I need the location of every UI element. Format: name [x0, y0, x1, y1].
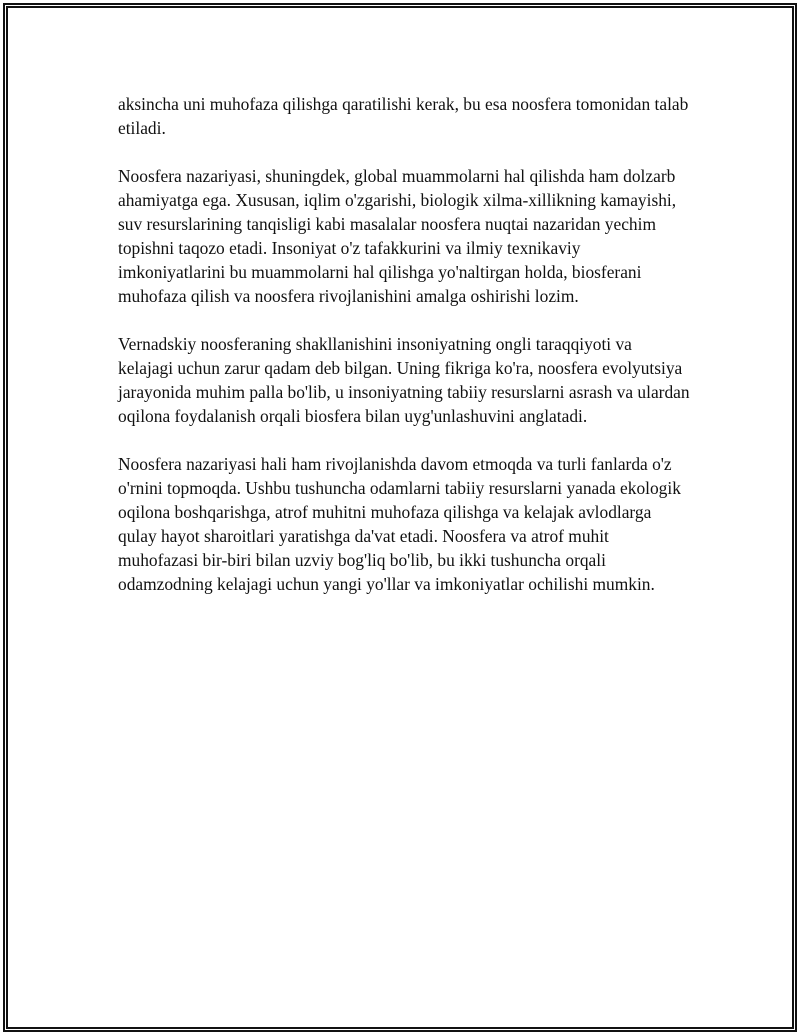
document-body	[118, 92, 690, 620]
paragraph-4: Noosfera nazariyasi hali ham rivojlanishda davom etmoqda va turli fanlarda o'z o'rnini topmoqda. Ushbu tushuncha odamlarni tabiiy resurslarni yanada ekologik oqilona boshqarishga, atrof muhitni muhofaza qilishga va kelajak avlodlarga qulay hayot sharoitlari yaratishga da'vat etadi. Noosfera va atrof muhit muhofazasi bir-biri bilan uzviy bog'liq bo'lib, bu ikki tushuncha orqali odamzodning kelajagi uchun yangi yo'llar va imkoniyatlar ochilishi mumkin.	[118, 454, 681, 594]
paragraph-1: aksincha uni muhofaza qilishga qaratilishi kerak, bu esa noosfera tomonidan talab etiladi.	[118, 94, 689, 138]
paragraph-2: Noosfera nazariyasi, shuningdek, global muammolarni hal qilishda ham dolzarb ahamiyatga ega. Xususan, iqlim o'zgarishi, biologik xilma-xillikning kamayishi, suv resurslarining tanqisligi kabi masalalar noosfera nuqtai nazaridan yechim topishni taqozo etadi. Insoniyat o'z tafakkurini va ilmiy texnikaviy imkoniyatlarini bu muammolarni hal qilishga yo'naltirgan holda, biosferani muhofaza qilish va noosfera rivojlanishini amalga oshirishi lozim.	[118, 166, 677, 306]
paragraph-3: Vernadskiy noosferaning shakllanishini insoniyatning ongli taraqqiyoti va kelajagi uchun zarur qadam deb bilgan. Uning fikriga ko'ra, noosfera evolyutsiya jarayonida muhim palla bo'lib, u insoniyatning tabiiy resurslarni asrash va ulardan oqilona foydalanish orqali biosfera bilan uyg'unlashuvini anglatadi.	[118, 334, 690, 426]
